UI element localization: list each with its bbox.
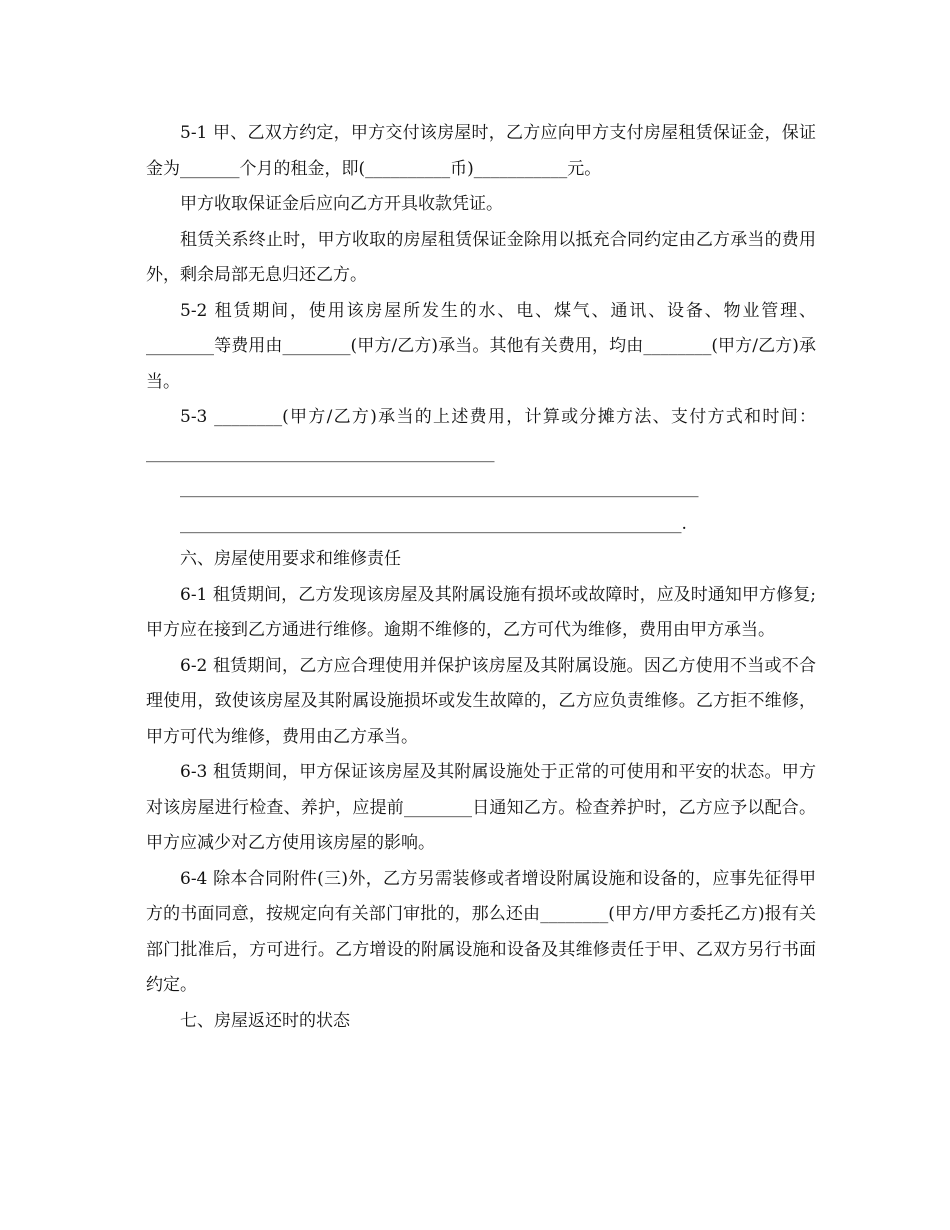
clause-5-1-deposit: 5-1 甲、乙双方约定，甲方交付该房屋时，乙方应向甲方支付房屋租赁保证金，保证金为_______个月的租金，即(__________币)___________元。 — [146, 123, 816, 179]
document-body — [146, 116, 816, 1039]
clause-6-3-inspection: 6-3 租赁期间，甲方保证该房屋及其附属设施处于正常的可使用和平安的状态。甲方对该房屋进行检查、养护，应提前________日通知乙方。检查养护时，乙方应予以配合。甲方应减少对乙方使用该房屋的影响。 — [146, 762, 816, 853]
deposit-receipt-paragraph: 甲方收取保证金后应向乙方开具收款凭证。 — [180, 194, 503, 214]
blank-line-end: ___________________________________________________________. — [180, 513, 687, 534]
clause-6-2-proper-use: 6-2 租赁期间，乙方应合理使用并保护该房屋及其附属设施。因乙方使用不当或不合理使用，致使该房屋及其附属设施损坏或发生故障的，乙方应负责维修。乙方拒不维修，甲方可代为维修，费用由乙方承当。 — [146, 655, 816, 747]
section-7-heading: 七、房屋返还时的状态 — [180, 1010, 350, 1031]
clause-6-4-renovation: 6-4 除本合同附件(三)外，乙方另需装修或者增设附属设施和设备的，应事先征得甲方的书面同意，按规定向有关部门审批的，那么还由________(甲方/甲方委托乙方)报有关部门批准后，方可进行。乙方增设的附属设施和设备及其维修责任于甲、乙双方另行书面约定。 — [146, 868, 816, 995]
clause-5-2-fees: 5-2 租赁期间，使用该房屋所发生的水、电、煤气、通讯、设备、物业管理、________等费用由________(甲方/乙方)承当。其他有关费用，均由________(甲方/乙方)承当。 — [146, 300, 816, 392]
blank-line: _____________________________________________________________ — [180, 478, 699, 498]
deposit-return-paragraph: 租赁关系终止时，甲方收取的房屋租赁保证金除用以抵充合同约定由乙方承当的费用外，剩余局部无息归还乙方。 — [146, 229, 816, 285]
clause-6-1-repair: 6-1 租赁期间，乙方发现该房屋及其附属设施有损坏或故障时，应及时通知甲方修复;甲方应在接到乙方通进行维修。逾期不维修的，乙方可代为维修，费用由甲方承当。 — [146, 584, 816, 640]
clause-5-3-fee-method: 5-3 ________(甲方/乙方)承当的上述费用，计算或分摊方法、支付方式和时间：_________________________________________ — [146, 407, 816, 463]
section-6-heading: 六、房屋使用要求和维修责任 — [180, 549, 401, 569]
